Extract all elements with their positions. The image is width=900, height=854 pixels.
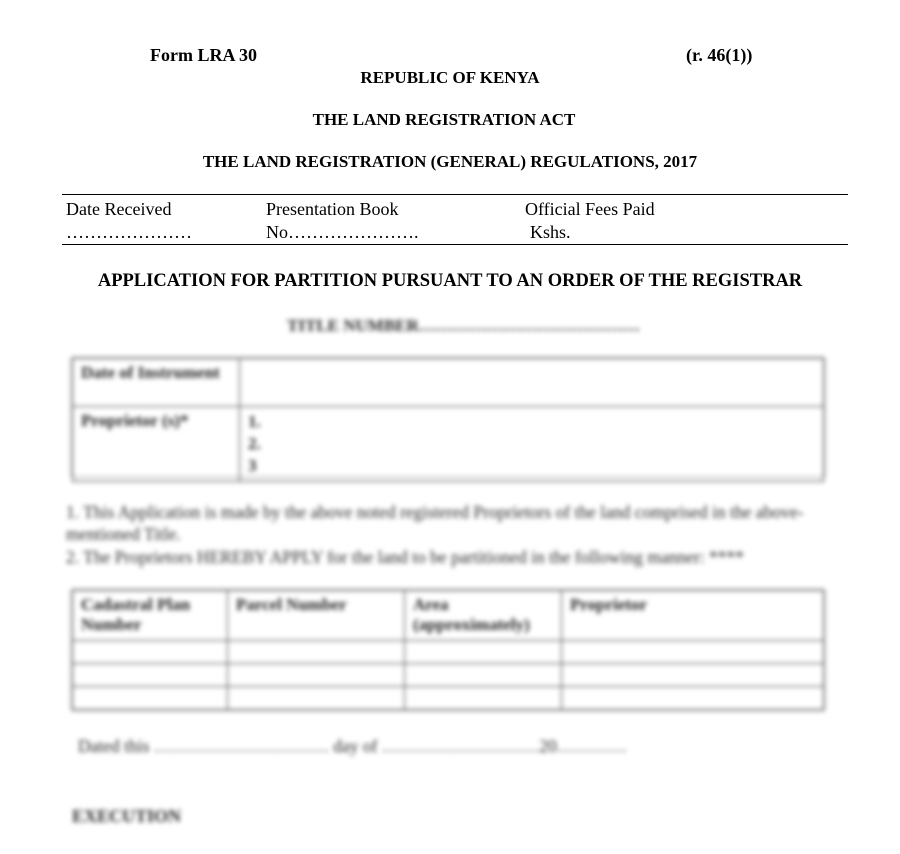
presentation-book-label: Presentation Book <box>266 199 399 219</box>
act-heading: THE LAND REGISTRATION ACT <box>312 110 576 129</box>
rule-reference: (r. 46(1)) <box>686 45 753 65</box>
date-received-dots: ………………… <box>66 222 192 242</box>
statement-2: 2. The Proprietors HEREBY APPLY for the land to be partitioned in the following manner: **** <box>66 547 745 567</box>
title-number: TITLE NUMBER………………………………… <box>287 316 640 335</box>
date-received-label: Date Received <box>66 199 172 219</box>
partition-table <box>72 590 824 710</box>
dated-line: Dated this ………………………… day of ………………………20………… <box>78 736 627 756</box>
application-title: APPLICATION FOR PARTITION PURSUANT TO AN ORDER OF THE REGISTRAR <box>97 271 803 291</box>
proprietor-number: 2. <box>248 434 261 453</box>
receipt-top-rule <box>62 194 848 195</box>
form-id: Form LRA 30 <box>150 45 257 65</box>
presentation-book-number: No…………………. <box>266 222 419 242</box>
statement-1: 1. This Application is made by the above noted registered Proprietors of the land comprised in the above-mentioned Title. <box>66 502 804 544</box>
execution-heading: EXECUTION <box>72 806 182 826</box>
table-row <box>73 641 824 664</box>
official-fees-label: Official Fees Paid <box>525 199 655 219</box>
regulations-heading: THE LAND REGISTRATION (GENERAL) REGULATIONS, 2017 <box>202 152 698 171</box>
header-cadastral-plan: Cadastral Plan Number <box>73 591 228 641</box>
proprietor-number: 3 <box>248 456 257 475</box>
proprietor-number: 1. <box>248 412 261 431</box>
proprietors-list <box>240 407 824 482</box>
header-area: Area (approximately) <box>405 591 562 641</box>
table-row <box>73 687 824 710</box>
details-table <box>72 358 824 476</box>
header-proprietor: Proprietor <box>562 591 824 641</box>
header-parcel-number: Parcel Number <box>228 591 405 641</box>
receipt-bottom-rule <box>62 244 848 245</box>
fees-currency: Kshs. <box>530 222 571 242</box>
date-of-instrument-value <box>240 359 824 407</box>
proprietors-label: Proprietor (s)* <box>73 407 240 482</box>
table-row <box>73 664 824 687</box>
date-of-instrument-label: Date of Instrument <box>73 359 240 407</box>
republic-heading: REPUBLIC OF KENYA <box>360 68 540 87</box>
